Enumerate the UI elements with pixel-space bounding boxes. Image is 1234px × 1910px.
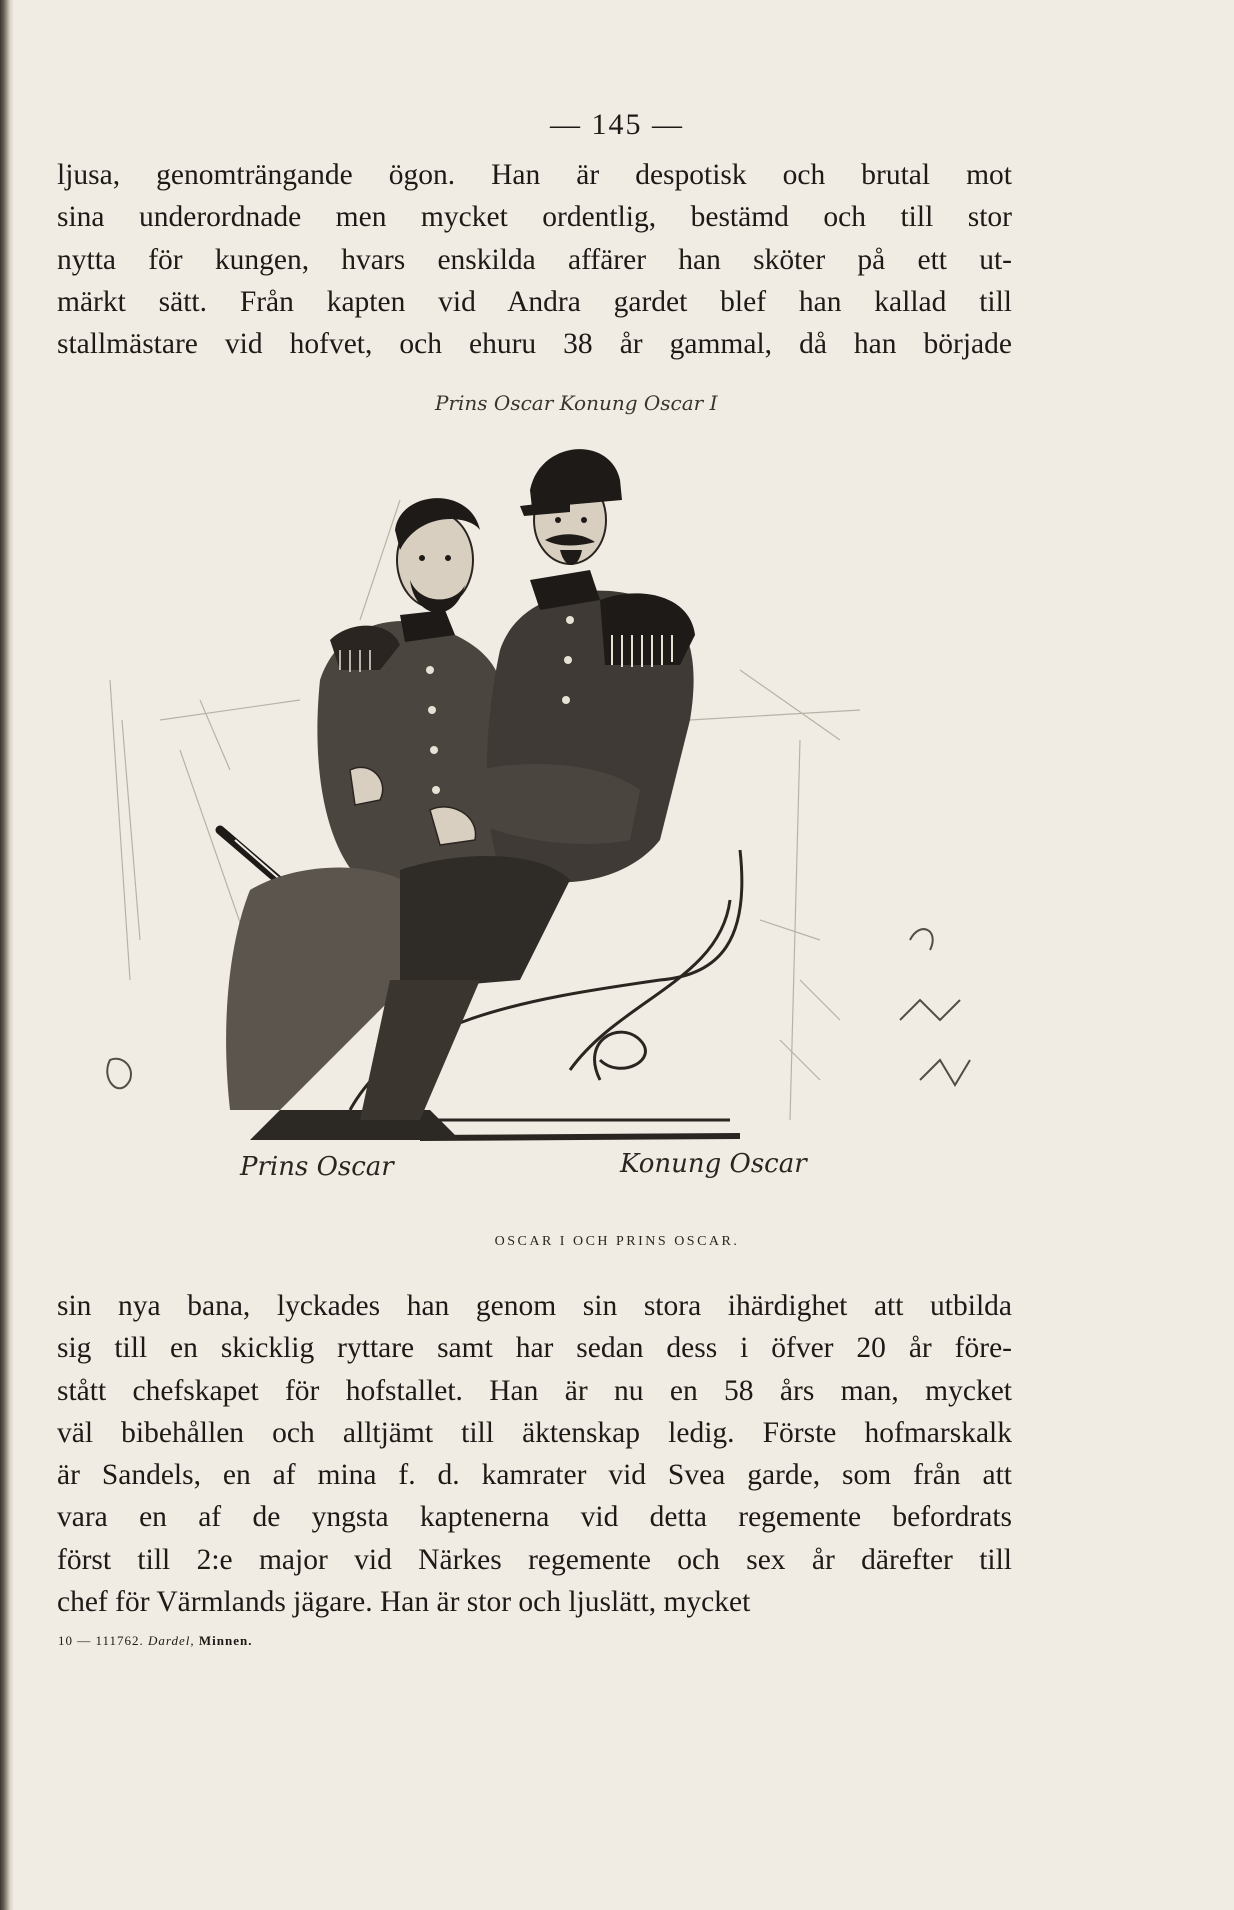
- text-line: märkt sätt. Från kapten vid Andra gardet blef han kallad till: [57, 285, 1012, 318]
- text-line: är Sandels, en af mina f. d. kamrater vid Svea garde, som från att: [57, 1459, 1012, 1492]
- footer-title: Minnen.: [198, 1633, 253, 1648]
- signature-top: Prins Oscar Konung Oscar I: [435, 391, 718, 415]
- text-line: vara en af de yngsta kaptenerna vid detta regemente befordrats: [57, 1501, 1012, 1534]
- signature-mark: 10 — 111762.: [58, 1633, 144, 1648]
- footer-signature: [58, 1633, 253, 1649]
- text-line: chef för Värmlands jägare. Han är stor och ljuslätt, mycket: [57, 1586, 751, 1619]
- footer-author: Dardel,: [148, 1633, 195, 1648]
- figure-caption: OSCAR I OCH PRINS OSCAR.: [494, 1234, 740, 1249]
- text-line: sina underordnade men mycket ordentlig, bestämd och till stor: [57, 201, 1012, 234]
- illustration-oscar-i-and-prince-oscar: [100, 391, 1040, 1190]
- text-line: väl bibehållen och alltjämt till äktenskap ledig. Förste hofmarskalk: [57, 1416, 1012, 1449]
- text-line: sig till en skicklig ryttare samt har sedan dess i öfver 20 år före-: [57, 1332, 1012, 1365]
- text-line: stått chefskapet för hofstallet. Han är nu en 58 års man, mycket: [57, 1374, 1012, 1407]
- page-number: — 145 —: [550, 108, 684, 141]
- text-line: stallmästare vid hofvet, och ehuru 38 år gammal, då han började: [57, 328, 1012, 361]
- signature-bottom-left: Prins Oscar: [240, 1152, 394, 1182]
- binding-edge: [0, 0, 14, 1910]
- paragraph-bottom: [57, 1285, 1012, 1623]
- text-line: sin nya bana, lyckades han genom sin stora ihärdighet att utbilda: [57, 1290, 1012, 1322]
- text-line: nytta för kungen, hvars enskilda affärer han sköter på ett ut-: [57, 243, 1012, 276]
- signature-bottom-right: Konung Oscar: [620, 1149, 807, 1179]
- text-line: ljusa, genomträngande ögon. Han är despotisk och brutal mot: [57, 159, 1012, 191]
- text-line: först till 2:e major vid Närkes regemente och sex år därefter till: [57, 1543, 1012, 1576]
- paragraph-top: [57, 154, 1012, 365]
